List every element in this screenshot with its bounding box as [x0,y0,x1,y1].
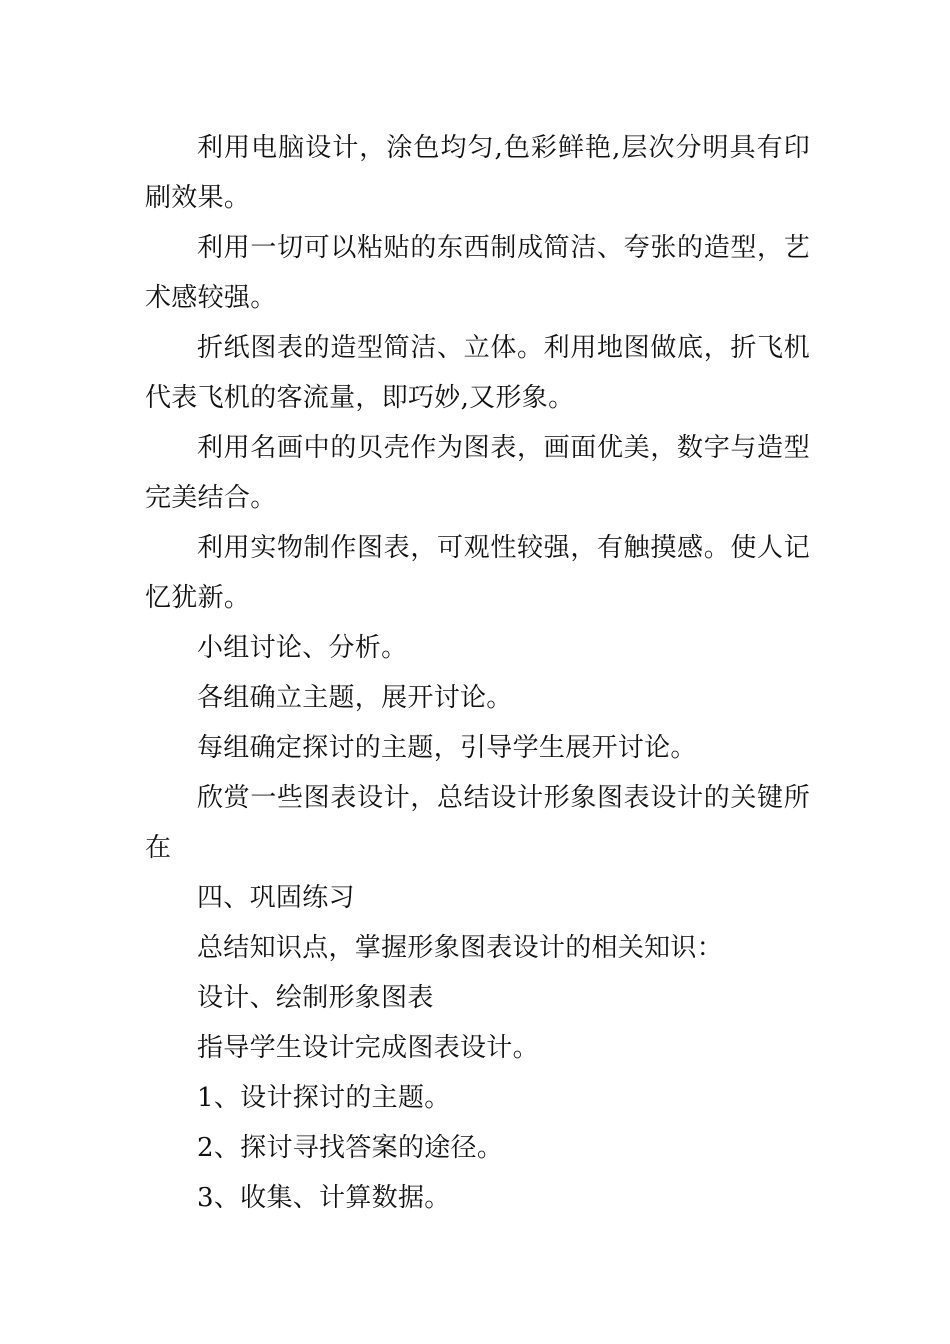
paragraph-physical-objects: 利用实物制作图表，可观性较强，有触摸感。使人记忆犹新。 [145,533,810,613]
document-body [145,123,810,1223]
list-item-step-1: 1、设计探讨的主题。 [197,1083,451,1113]
list-item-step-2: 2、探讨寻找答案的途径。 [197,1133,504,1163]
paragraph-guide-discussion: 每组确定探讨的主题，引导学生展开讨论。 [197,733,697,763]
paragraph-paste-materials: 利用一切可以粘贴的东西制成简洁、夸张的造型，艺术感较强。 [145,233,810,313]
paragraph-origami-chart: 折纸图表的造型简洁、立体。利用地图做底，折飞机代表飞机的客流量，即巧妙,又形象。 [145,333,810,413]
paragraph-guide-students: 指导学生设计完成图表设计。 [197,1033,539,1063]
paragraph-set-topic: 各组确立主题，展开讨论。 [197,683,513,713]
paragraph-computer-design: 利用电脑设计，涂色均匀,色彩鲜艳,层次分明具有印刷效果。 [145,133,810,213]
paragraph-appreciate-designs: 欣赏一些图表设计，总结设计形象图表设计的关键所在 [145,783,810,863]
paragraph-design-draw: 设计、绘制形象图表 [197,983,434,1013]
section-heading-consolidation: 四、巩固练习 [197,883,355,913]
paragraph-painting-shell: 利用名画中的贝壳作为图表，画面优美，数字与造型完美结合。 [145,433,810,513]
paragraph-summary: 总结知识点，掌握形象图表设计的相关知识： [197,933,724,963]
list-item-step-3: 3、收集、计算数据。 [197,1183,451,1213]
paragraph-group-discussion: 小组讨论、分析。 [197,633,408,663]
